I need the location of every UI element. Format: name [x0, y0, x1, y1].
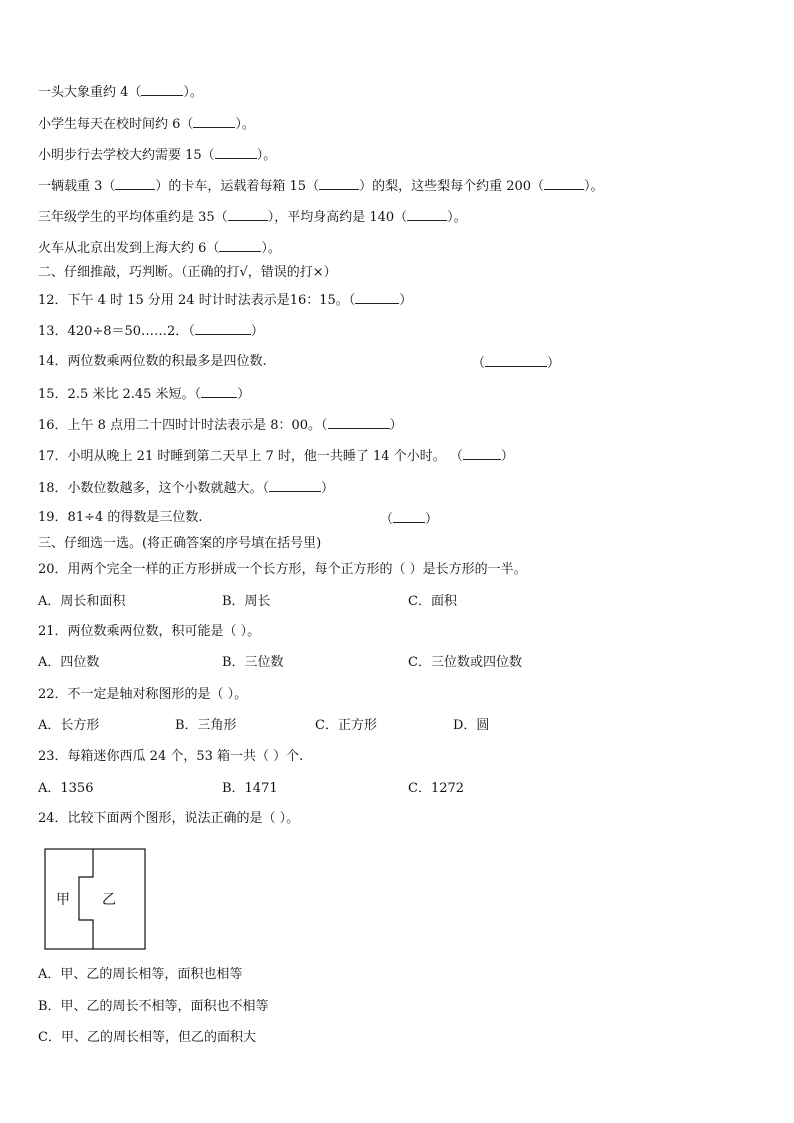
choice-option-20-a[interactable]: A．周长和面积 [38, 594, 126, 609]
fill-text: ）的梨，这些梨每个约重 200（ [359, 179, 545, 194]
answer-blank[interactable] [319, 177, 359, 190]
choice-option-21-b[interactable]: B．三位数 [222, 655, 284, 670]
fill-text: ）的卡车，运载着每箱 15（ [155, 179, 320, 194]
close-paren: ） [500, 449, 514, 464]
judge-item-18 [38, 479, 334, 497]
fill-text: ）。 [183, 85, 203, 100]
choice-option-22-c[interactable]: C．正方形 [315, 718, 377, 733]
fill-text: ）。 [235, 117, 255, 132]
figure-diagram [44, 848, 148, 952]
choice-option-23-c[interactable]: C．1272 [408, 781, 465, 796]
section-3-title: 三、仔细选一选。(将正确答案的序号填在括号里) [38, 536, 322, 551]
close-paren: ） [321, 481, 335, 496]
choice-option-21-c[interactable]: C．三位数或四位数 [408, 655, 522, 670]
judge-text: 16．上午 8 点用二十四时计时法表示是 8：00。（ [38, 418, 328, 433]
close-paren: ） [425, 512, 439, 527]
fill-text: ）。 [261, 241, 281, 256]
choice-question-21: 21．两位数乘两位数，积可能是（ ）。 [38, 624, 261, 639]
choice-question-23: 23．每箱迷你西瓜 24 个，53 箱一共（ ）个. [38, 749, 304, 764]
judge-text: 17．小明从晚上 21 时睡到第二天早上 7 时，他一共睡了 14 个小时。 （ [38, 449, 463, 464]
fill-text: ）。 [584, 179, 604, 194]
dividing-line [79, 849, 93, 949]
fill-text: 火车从北京出发到上海大约 6（ [38, 241, 220, 256]
answer-blank[interactable] [328, 416, 390, 429]
answer-blank[interactable] [215, 146, 257, 159]
answer-blank[interactable] [463, 447, 501, 460]
label-jia: 甲 [56, 892, 70, 908]
choice-option-22-b[interactable]: B．三角形 [175, 718, 237, 733]
choice-option-22-d[interactable]: D．圆 [453, 718, 490, 733]
answer-blank[interactable] [141, 83, 183, 96]
choice-question-22: 22．不一定是轴对称图形的是（ ）。 [38, 687, 248, 702]
fill-text: 一头大象重约 4（ [38, 85, 142, 100]
judge-item-14-bracket [472, 354, 560, 372]
answer-blank[interactable] [219, 239, 261, 252]
fill-text: ）。 [447, 210, 467, 225]
fill-item-3 [38, 146, 276, 164]
open-paren: （ [472, 356, 486, 371]
section-2-title: 二、仔细推敲，巧判断。（正确的打√，错误的打×） [38, 265, 337, 280]
answer-blank[interactable] [195, 322, 251, 335]
fill-text: ），平均身高约是 140（ [267, 210, 408, 225]
answer-blank[interactable] [193, 115, 235, 128]
choice-option-20-b[interactable]: B．周长 [222, 594, 271, 609]
answer-blank[interactable] [355, 291, 399, 304]
close-paren: ） [389, 418, 403, 433]
close-paren: ） [547, 356, 561, 371]
judge-item-16 [38, 416, 403, 434]
choice-option-21-a[interactable]: A．四位数 [38, 655, 100, 670]
fill-item-4 [38, 177, 604, 195]
answer-blank[interactable] [269, 479, 321, 492]
judge-text: 18．小数位数越多，这个小数就越大。（ [38, 481, 270, 496]
answer-blank[interactable] [115, 177, 155, 190]
judge-item-15 [38, 385, 250, 403]
answer-blank[interactable] [544, 177, 584, 190]
fill-text: ）。 [256, 148, 277, 163]
choice-question-20: 20．用两个完全一样的正方形拼成一个长方形，每个正方形的（ ）是长方形的一半。 [38, 562, 527, 577]
judge-text: 15．2.5 米比 2.45 米短。（ [38, 387, 202, 402]
answer-blank[interactable] [228, 208, 268, 221]
fill-text: 一辆载重 3（ [38, 179, 116, 194]
fill-item-2 [38, 115, 255, 133]
answer-blank[interactable] [485, 354, 547, 367]
choice-option-24-c[interactable]: C．甲、乙的周长相等，但乙的面积大 [38, 1030, 256, 1045]
answer-blank[interactable] [407, 208, 447, 221]
fill-text: 小明步行去学校大约需要 15（ [38, 148, 215, 163]
judge-item-19-bracket [380, 510, 438, 528]
choice-option-24-a[interactable]: A．甲、乙的周长相等，面积也相等 [38, 967, 243, 982]
judge-item-13 [38, 322, 264, 340]
choice-option-22-a[interactable]: A．长方形 [38, 718, 100, 733]
judge-item-19 [38, 510, 203, 526]
judge-text: 14．两位数乘两位数的积最多是四位数. [38, 354, 267, 369]
fill-item-6 [38, 239, 281, 257]
choice-option-24-b[interactable]: B．甲、乙的周长不相等，面积也不相等 [38, 999, 269, 1014]
choice-question-24: 24．比较下面两个图形，说法正确的是（ ）。 [38, 811, 300, 826]
choice-option-23-b[interactable]: B．1471 [222, 781, 278, 796]
judge-text: 13．420÷8＝50……2．（ [38, 324, 195, 339]
close-paren: ） [250, 324, 264, 339]
choice-option-20-c[interactable]: C．面积 [408, 594, 457, 609]
close-paren: ） [399, 293, 413, 308]
judge-item-17 [38, 447, 514, 465]
judge-text: 12．下午 4 时 15 分用 24 时计时法表示是16：15。（ [38, 293, 356, 308]
close-paren: ） [237, 387, 251, 402]
answer-blank[interactable] [201, 385, 237, 398]
fill-text: 小学生每天在校时间约 6（ [38, 117, 194, 132]
judge-text: 19．81÷4 的得数是三位数. [38, 510, 203, 525]
judge-item-14 [38, 354, 267, 370]
choice-option-23-a[interactable]: A．1356 [38, 781, 94, 796]
open-paren: （ [380, 512, 394, 527]
fill-text: 三年级学生的平均体重约是 35（ [38, 210, 228, 225]
comparison-figure [44, 848, 148, 956]
fill-item-1 [38, 83, 203, 101]
judge-item-12 [38, 291, 412, 309]
answer-blank[interactable] [393, 510, 425, 523]
fill-item-5 [38, 208, 467, 226]
label-yi: 乙 [102, 892, 116, 908]
